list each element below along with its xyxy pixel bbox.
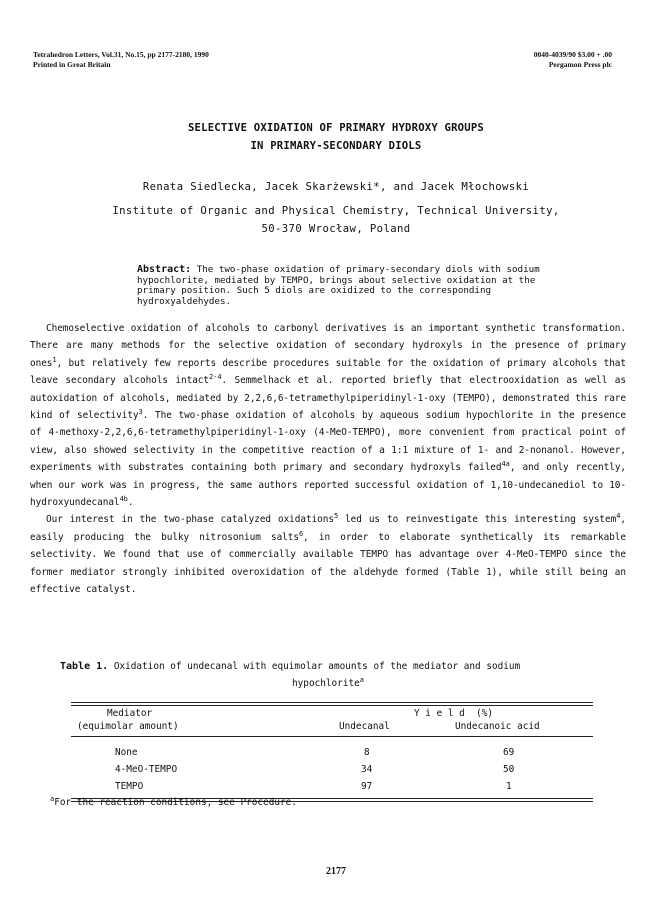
citation-ref: 4a bbox=[501, 460, 510, 469]
affiliation-line-1: Institute of Organic and Physical Chemistry, Technical University, bbox=[112, 205, 560, 217]
cell-acid: 50 bbox=[503, 764, 515, 775]
citation-ref: 4b bbox=[119, 494, 128, 503]
caption-text-2: hypochlorite bbox=[292, 678, 360, 689]
table-row bbox=[71, 745, 593, 762]
cell-acid: 1 bbox=[506, 781, 512, 792]
citation-ref: 4 bbox=[616, 512, 621, 521]
paragraph-2 bbox=[30, 511, 626, 598]
text-run: . bbox=[127, 497, 134, 509]
abstract bbox=[137, 265, 557, 307]
table-row bbox=[71, 762, 593, 779]
citation-ref: 3 bbox=[138, 407, 143, 416]
citation-ref: 6 bbox=[298, 529, 304, 538]
abstract-label: Abstract: bbox=[137, 264, 192, 275]
footnote-mark: a bbox=[50, 794, 55, 803]
journal-header bbox=[33, 50, 209, 70]
cell-mediator: None bbox=[115, 747, 138, 758]
paper-title bbox=[0, 119, 672, 155]
caption-line-1 bbox=[30, 658, 626, 675]
authors: Renata Siedlecka, Jacek Skarżewski*, and Jacek Młochowski bbox=[142, 181, 530, 193]
affiliation bbox=[0, 202, 672, 238]
header-undecanal: Undecanal bbox=[339, 721, 390, 732]
text-run: , but relatively few reports describe procedures suitable for the oxidation of primary alcohols that leave secondary alcohols intact bbox=[30, 357, 626, 387]
table-header bbox=[71, 706, 593, 736]
text-run: , and only recently, when our work was in progress, the same authors reported successful oxidation of 1,10-undecanediol to 10-hydroxyundecanal bbox=[30, 462, 627, 509]
text-run: . Semmelhack et al. reported briefly that electrooxidation as well as autoxidation of alcohols, mediated by 2,2,6,6-tetramethylpiperidinyl-1-oxy (TEMPO), demonstrated this rare kind of selectivity bbox=[30, 375, 626, 422]
cell-mediator: 4-MeO-TEMPO bbox=[115, 764, 178, 775]
cell-acid: 69 bbox=[503, 747, 515, 758]
citation-ref: 5 bbox=[333, 512, 339, 521]
text-run: , in order to elaborate synthetically its remarkable selectivity. We found that use of commercially available TEMPO has advantage over 4-MeO-TEMPO since the former mediator strongly inhibited overoxidation of the aldehyde formed (Table 1), while still being an effective catalyst. bbox=[30, 531, 626, 596]
citation-ref: 2-4 bbox=[208, 373, 222, 382]
header-mediator: Mediator bbox=[107, 708, 153, 719]
table-caption bbox=[30, 658, 626, 692]
title-line-1: SELECTIVE OXIDATION OF PRIMARY HYDROXY GROUPS bbox=[187, 122, 484, 134]
caption-footnote-mark: a bbox=[359, 675, 364, 684]
table-footnote bbox=[50, 794, 297, 808]
header-undecanoic-acid: Undecanoic acid bbox=[455, 721, 540, 732]
journal-citation: Tetrahedron Letters, Vol.31, No.15, pp 2177-2180, 1990 bbox=[33, 50, 209, 59]
body-text bbox=[30, 320, 626, 599]
header-mediator-sub: (equimolar amount) bbox=[77, 721, 179, 732]
affiliation-line-2: 50-370 Wrocław, Poland bbox=[261, 223, 411, 235]
text-run: Our interest in the two-phase catalyzed oxidations bbox=[46, 514, 334, 526]
paragraph-1 bbox=[30, 320, 626, 511]
title-line-2: IN PRIMARY-SECONDARY DIOLS bbox=[250, 140, 422, 152]
text-run: Chemoselective oxidation of alcohols to carbonyl derivatives is an important synthetic transformation. There are many methods for the selective oxidation of secondary hydroxyls in the presence of primary ones bbox=[30, 323, 626, 369]
issn-price: 0040-4039/90 $3.00 + .00 bbox=[533, 50, 612, 59]
cell-undecanal: 97 bbox=[361, 781, 373, 792]
publisher-header bbox=[534, 50, 612, 70]
abstract-text: The two-phase oxidation of primary-secondary diols with sodium hypochlorite, mediated by TEMPO, brings about selective oxidation at the primary position. Such 5 diols are oxidized to the corresponding hydroxyaldehydes. bbox=[137, 264, 540, 307]
caption-text: Oxidation of undecanal with equimolar amounts of the mediator and sodium bbox=[108, 661, 521, 672]
page-number: 2177 bbox=[326, 866, 346, 877]
table-row bbox=[71, 779, 593, 796]
cell-undecanal: 8 bbox=[364, 747, 370, 758]
cell-mediator: TEMPO bbox=[115, 781, 144, 792]
text-run: . The two-phase oxidation of alcohols by aqueous sodium hypochlorite in the presence of 4-methoxy-2,2,6,6-tetramethylpiperidinyl-1-oxy (4-MeO-TEMPO), more convenient from practical point of view, also showed selectivity in the competitive reaction of a 1:1 mixture of 1- and 2-nonanol. However, experiments with substrates containing both primary and secondary hydroxyls failed bbox=[30, 410, 626, 474]
cell-undecanal: 34 bbox=[361, 764, 373, 775]
citation-ref: 1 bbox=[52, 355, 57, 364]
table-label: Table 1. bbox=[60, 661, 109, 672]
header-yield: Y i e l d (%) bbox=[414, 708, 494, 719]
printed-in: Printed in Great Britain bbox=[33, 60, 111, 69]
table-header-rule bbox=[71, 736, 593, 737]
data-table bbox=[71, 702, 593, 802]
text-run: , easily producing the bulky nitrosonium salts bbox=[30, 514, 626, 543]
footnote-text: For the reaction conditions, see Procedure. bbox=[54, 797, 297, 808]
text-run: led us to reinvestigate this interesting system bbox=[338, 514, 617, 526]
caption-line-2 bbox=[30, 675, 626, 692]
publisher-name: Pergamon Press plc bbox=[548, 60, 612, 69]
